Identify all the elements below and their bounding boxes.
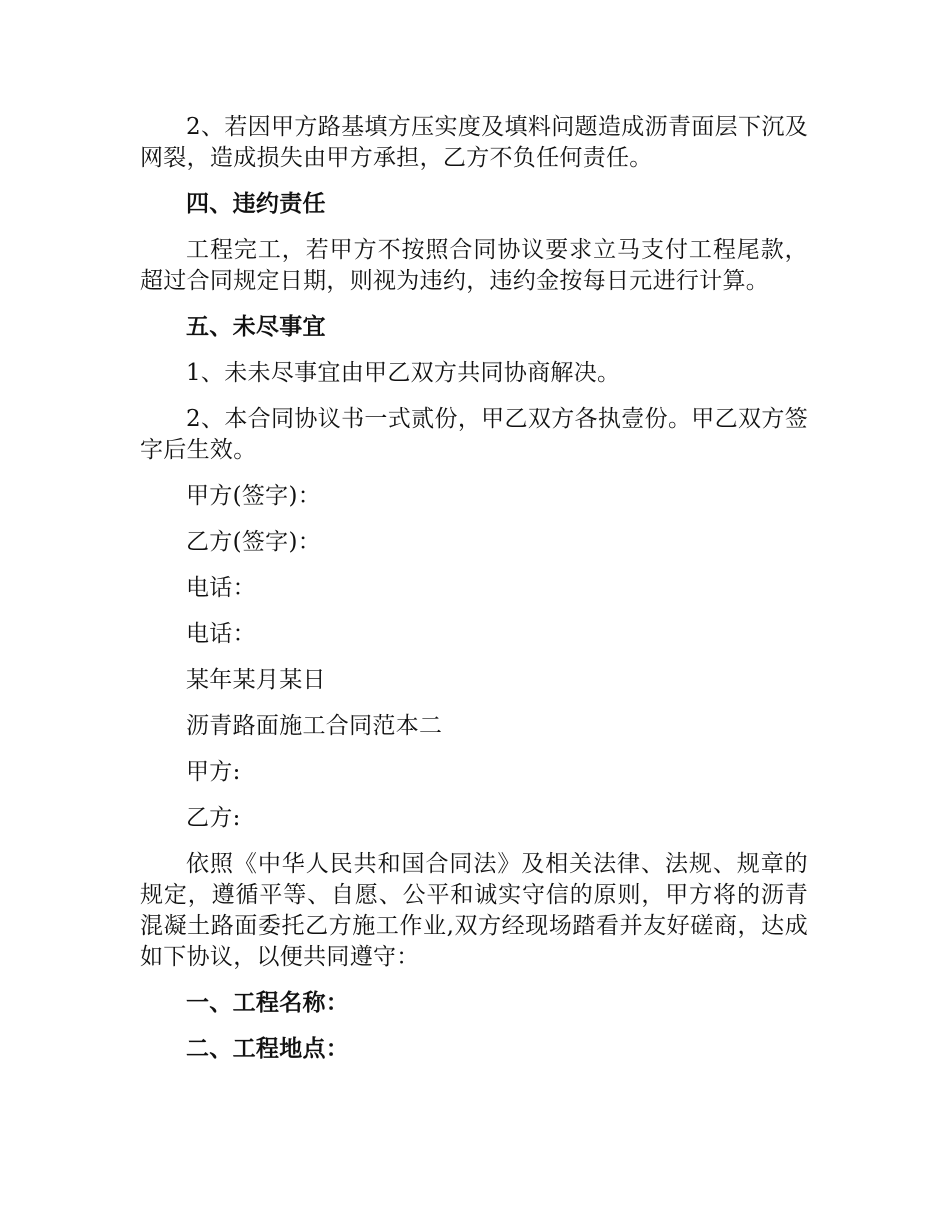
misc-clause-1: 1、未未尽事宜由甲乙双方共同协商解决。 — [186, 360, 621, 386]
date-line: 某年某月某日 — [186, 667, 326, 693]
document-page — [140, 112, 808, 1080]
party-a-line: 甲方: — [186, 759, 241, 785]
section-heading-project-location: 二、工程地点： — [186, 1036, 350, 1062]
section-heading-breach: 四、违约责任 — [186, 191, 326, 217]
clause-2-text: 2、若因甲方路基填方压实度及填料问题造成沥青面层下沉及网裂，造成损失由甲方承担，乙方不负任何责任。 — [140, 114, 808, 171]
preamble-text: 依照《中华人民共和国合同法》及相关法律、法规、规章的规定，遵循平等、自愿、公平和诚实守信的原则，甲方将的沥青混凝土路面委托乙方施工作业,双方经现场踏看并友好磋商，达成如下协议，以便共同遵守： — [140, 851, 808, 970]
section-heading-project-name: 一、工程名称： — [186, 990, 350, 1016]
breach-text: 工程完工，若甲方不按照合同协议要求立马支付工程尾款，超过合同规定日期，则视为违约，违约金按每日元进行计算。 — [140, 237, 808, 294]
contract-template-title: 沥青路面施工合同范本二 — [186, 713, 443, 739]
section-heading-misc: 五、未尽事宜 — [186, 314, 326, 340]
phone-b: 电话： — [186, 621, 256, 647]
party-b-signature: 乙方(签字)： — [186, 529, 322, 555]
party-b-line: 乙方: — [186, 805, 241, 831]
party-a-signature: 甲方(签字)： — [186, 483, 322, 509]
misc-clause-2: 2、本合同协议书一式贰份，甲乙双方各执壹份。甲乙双方签字后生效。 — [140, 406, 808, 463]
phone-a: 电话： — [186, 575, 256, 601]
